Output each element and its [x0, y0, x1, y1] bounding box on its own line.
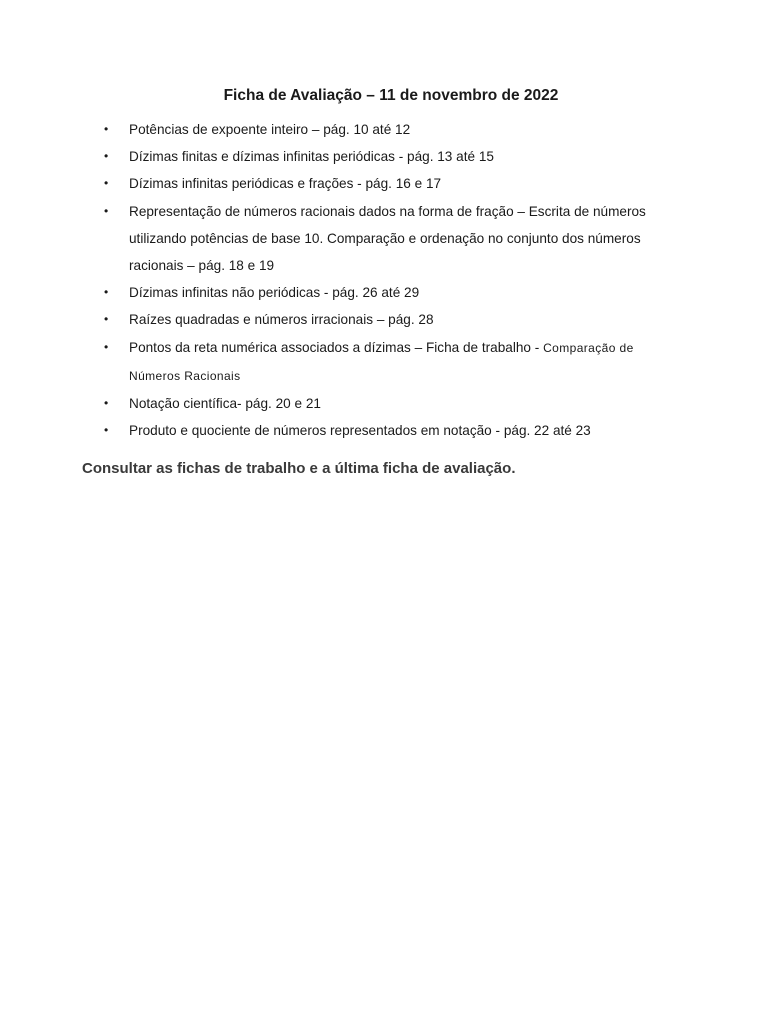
topic-text: Produto e quociente de números representados em notação - pág. 22 até 23 — [129, 423, 591, 439]
bullet-icon: • — [104, 176, 109, 191]
bullet-icon: • — [104, 312, 109, 327]
bullet-icon: • — [104, 149, 109, 164]
bullet-icon: • — [104, 396, 109, 411]
topic-item — [0, 116, 768, 143]
topic-item — [0, 143, 768, 170]
topic-item — [0, 198, 768, 280]
topic-item — [0, 170, 768, 197]
document-title: Ficha de Avaliação – 11 de novembro de 2022 — [223, 87, 559, 104]
topic-list — [0, 116, 768, 444]
bullet-icon: • — [104, 285, 109, 300]
topic-text: Dízimas infinitas não periódicas - pág. 26 até 29 — [129, 285, 420, 301]
bullet-icon: • — [104, 423, 109, 438]
topic-text: Dízimas finitas e dízimas infinitas periódicas - pág. 13 até 15 — [129, 149, 494, 165]
footer-note: Consultar as fichas de trabalho e a última ficha de avaliação. — [82, 460, 516, 477]
topic-item — [0, 334, 768, 390]
topic-text: Potências de expoente inteiro – pág. 10 até 12 — [129, 122, 411, 137]
bullet-icon: • — [104, 339, 109, 354]
topic-text: Notação científica- pág. 20 e 21 — [129, 396, 321, 412]
topic-text-small: Comparação de Números Racionais — [129, 340, 634, 383]
topic-item — [0, 306, 768, 333]
topic-text: Dízimas infinitas periódicas e frações - pág. 16 e 17 — [129, 176, 442, 192]
topic-item — [0, 417, 768, 444]
bullet-icon: • — [104, 122, 109, 136]
topic-text: Representação de números racionais dados na forma de fração – Escrita de números utilizando potências de base 10. Comparação e ordenação no conjunto dos números racionais – pág. 18 e 19 — [129, 203, 646, 274]
topic-item — [0, 279, 768, 306]
topic-item — [0, 390, 768, 417]
topic-text: Pontos da reta numérica associados a dízimas – Ficha de trabalho - — [129, 339, 544, 355]
topic-text: Raízes quadradas e números irracionais – pág. 28 — [129, 312, 434, 328]
bullet-icon: • — [104, 203, 109, 218]
